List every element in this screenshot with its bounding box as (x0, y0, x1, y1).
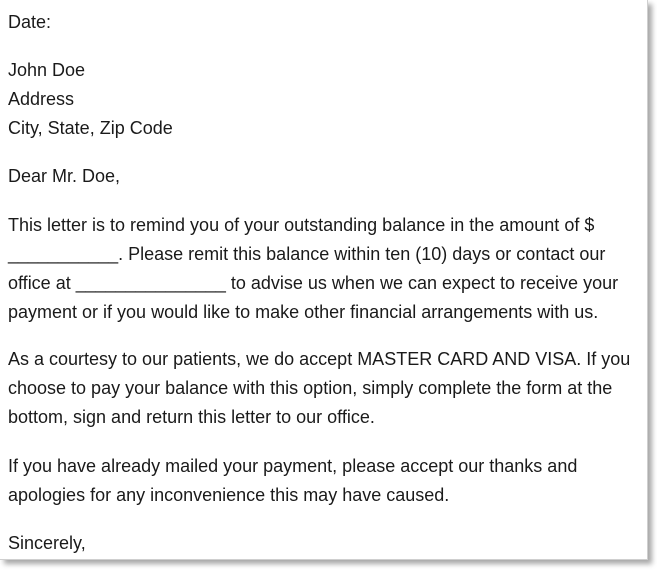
recipient-city-state-zip: City, State, Zip Code (8, 118, 173, 138)
paragraph-line: payment or if you would like to make other financial arrangements with us. (8, 302, 599, 322)
recipient-address: Address (8, 89, 75, 109)
paragraph-line: apologies for any inconvenience this may have caused. (8, 485, 450, 505)
salutation-text: Dear Mr. Doe, (8, 166, 121, 186)
date-line (8, 8, 650, 37)
paragraph-line: This letter is to remind you of your outstanding balance in the amount of $ (8, 215, 595, 235)
paragraph-line: choose to pay your balance with this option, simply complete the form at the (8, 378, 613, 398)
recipient-address-block (8, 56, 650, 143)
paragraph-line: office at _______________ to advise us when we can expect to receive your (8, 273, 619, 293)
paragraph-line: ___________. Please remit this balance within ten (10) days or contact our (8, 244, 606, 264)
date-label: Date: (8, 12, 52, 32)
closing (8, 529, 650, 558)
paragraph-line: If you have already mailed your payment, please accept our thanks and (8, 456, 578, 476)
salutation (8, 162, 650, 191)
paragraph-line: bottom, sign and return this letter to our office. (8, 407, 375, 427)
paragraph-balance-reminder (8, 211, 650, 327)
paragraph-line: As a courtesy to our patients, we do accept MASTER CARD AND VISA. If you (8, 349, 631, 369)
recipient-name: John Doe (8, 60, 86, 80)
letter-body (8, 8, 650, 558)
paragraph-thanks (8, 452, 650, 510)
paragraph-payment-options (8, 345, 650, 432)
closing-text: Sincerely, (8, 533, 86, 553)
